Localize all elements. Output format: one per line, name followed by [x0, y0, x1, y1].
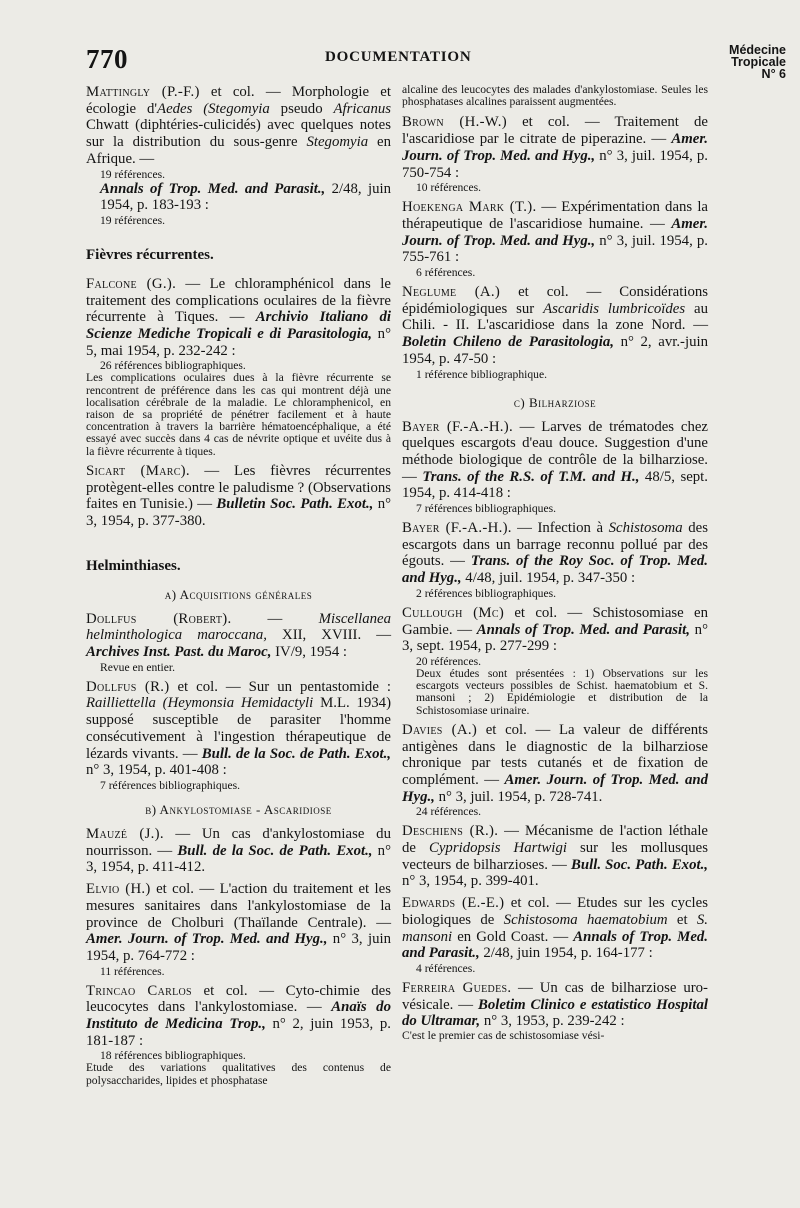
page-number: 770 [86, 44, 128, 74]
entry-mauze: Mauzé (J.). — Un cas d'ankylostomiase du nourrisson. — Bull. de la Soc. de Path. Exot., n° 3, 1954, p. 411-412. [86, 826, 392, 876]
section-heading: Helminthiases. [86, 557, 181, 574]
entry-neglume: Neglume (A.) et col. — Considérations épidémiologiques sur Ascaridis lumbricoïdes au Chili. - II. L'ascaridiose dans la zone Nord. — Boletin Chileno de Parasitologia, n° 2, avr.-juin 1954, p. 47-50 : 1 référence bibliographique. [402, 284, 709, 381]
entry-dollfus-1: Dollfus (Robert). — Miscellanea helminthologica maroccana, XII, XVIII. — Archives Inst. Past. du Maroc, IV/9, 1954 : Revue en entier. [86, 610, 391, 674]
entry-cullough: Cullough (Mc) et col. — Schistosomiase en Gambie. — Annals of Trop. Med. and Parasit, n° 3, sept. 1954, p. 277-299 : 20 références. Deux études sont présentées : 1) Observations sur les escargots vecteurs possibles de Schist. haematobium et S. mansoni ; 2) Epidémiologie et distribution de la Schistosomiase urinaire. [402, 604, 708, 717]
entry-ferreira: Ferreira Guedes. — Un cas de bilharziose uro-vésicale. — Boletim Clinico e estatistico Hospital do Ultramar, n° 3, 1953, p. 239-242 : C'est le premier cas de schistosomiase vési- [402, 979, 708, 1043]
corner-label: Médecine Tropicale N° 6 [729, 43, 786, 81]
entry-deschiens: Deschiens (R.). — Mécanisme de l'action léthale de Cypridopsis Hartwigi sur les mollusques vecteurs de bilharzioses. — Bull. Soc. Path. Exot., n° 3, 1954, p. 399-401. [402, 823, 709, 890]
entry-dollfus-2: Dollfus (R.) et col. — Sur un pentastomide : Railliettella (Heymonsia Hemidactyli M.L. 1934) supposé susceptible de parasiter l'homme consécutivement à l'ingestion thérapeutique de lézards vivants. — Bull. de la Soc. de Path. Exot., n° 3, 1954, p. 401-408 : 7 références bibliographiques. [86, 678, 391, 792]
entry-edwards: Edwards (E.-E.) et col. — Etudes sur les cycles biologiques de Schistosoma haematobium et S. mansoni en Gold Coast. — Annals of Trop. Med. and Parasit., 2/48, juin 1954, p. 164-177 : 4 références. [402, 895, 708, 975]
entry-trincao: Trincao Carlos et col. — Cyto-chimie des leucocytes dans l'ankylostomiase. — Anaïs do Instituto de Medicina Trop., n° 2, juin 1953, p. 181-187 : 18 références bibliographiques. Etude des variations qualitatives des contenus de polysaccharides, lipides et phosphatase [86, 982, 391, 1087]
entry-falcone: Falcone (G.). — Le chloramphénicol dans le traitement des complications oculaires de la fièvre récurrente à Tiques. — Archivio Italiano di Scienze Mediche Tropicali e di Parasitologia, n° 5, mai 1954, p. 232-242 : 26 références bibliographiques. Les complications oculaires dues à la fièvre récurrente se rencontrent de préférence dans les cas qui montrent déjà une localisation cérébrale de la maladie. Le chloramphenicol, en raison de sa propriété de pénétrer facilement et à haute concentration à travers la barrière hématoencéphalique, a été essayé avec succès dans 4 cas de névrite optique et uvéite dus à la fièvre récurrente à tiques. [86, 275, 391, 458]
entry-bayer-2: Bayer (F.-A.-H.). — Infection à Schistosoma des escargots dans un barrage reconnu pollué par des égouts. — Trans. of the Roy Soc. of Trop. Med. and Hyg., 4/48, juil. 1954, p. 347-350 : 2 références bibliographiques. [402, 520, 708, 600]
running-title: DOCUMENTATION [325, 49, 472, 65]
entry-brown: Brown (H.-W.) et col. — Traitement de l'ascaridiose par le citrate de piperazine. — Amer. Journ. of Trop. Med. and Hyg., n° 3, juil. 1954, p. 750-754 : 10 références. [402, 114, 708, 195]
entry-sicart: Sicart (Marc). — Les fièvres récurrentes protègent-elles contre le paludisme ? (Observations faites en Tunisie.) — Bulletin Soc. Path. Exot., n° 3, 1954, p. 377-380. [86, 462, 392, 529]
subsection-heading: c) Bilharziose [513, 394, 597, 410]
left-column [86, 84, 391, 1092]
entry-mattingly: Mattingly (P.-F.) et col. — Morphologie et écologie d'Aedes (Stegomyia pseudo Africanus Chwatt (diphtéries-culicidés) avec quelques notes sur la distribution du sous-genre Stegomyia en Afrique. — 19 références. Annals of Trop. Med. and Parasit., 2/48, juin 1954, p. 183-193 : 19 références. [86, 84, 392, 227]
subsection-heading: b) Ankylostomiase - Ascaridiose [145, 802, 332, 817]
subsection-heading: a) Acquisitions générales [164, 586, 313, 602]
entry-davies: Davies (A.) et col. — La valeur de différents antigènes dans le diagnostic de la bilharziose chronique par tests cutanés et de fixation de complément. — Amer. Journ. of Trop. Med. and Hyg., n° 3, juil. 1954, p. 728-741. 24 références. [402, 721, 708, 819]
entry-hoekenga: Hoekenga Mark (T.). — Expérimentation dans la thérapeutique de l'ascaridiose humaine. — Amer. Journ. of Trop. Med. and Hyg., n° 3, juil. 1954, p. 755-761 : 6 références. [402, 199, 708, 280]
entry-bayer-1: Bayer (F.-A.-H.). — Larves de trématodes chez quelques escargots d'eau douce. Suggestion d'une méthode biologique de contrôle de la bilharziose. — Trans. of the R.S. of T.M. and H., 48/5, sept. 1954, p. 414-418 : 7 références bibliographiques. [402, 418, 708, 516]
right-column [402, 84, 708, 1047]
section-heading: Fièvres récurrentes. [86, 246, 214, 263]
entry-elvio: Elvio (H.) et col. — L'action du traitement et les mesures sanitaires dans l'ankylostomiase de la province de Cholburi (Thaïlande Centrale). — Amer. Journ. of Trop. Med. and Hyg., n° 3, juin 1954, p. 764-772 : 11 références. [86, 881, 391, 978]
continued-abstract: alcaline des leucocytes des malades d'ankylostomiase. Seules les phosphatases alcalines paraissent augmentées. [402, 83, 708, 109]
